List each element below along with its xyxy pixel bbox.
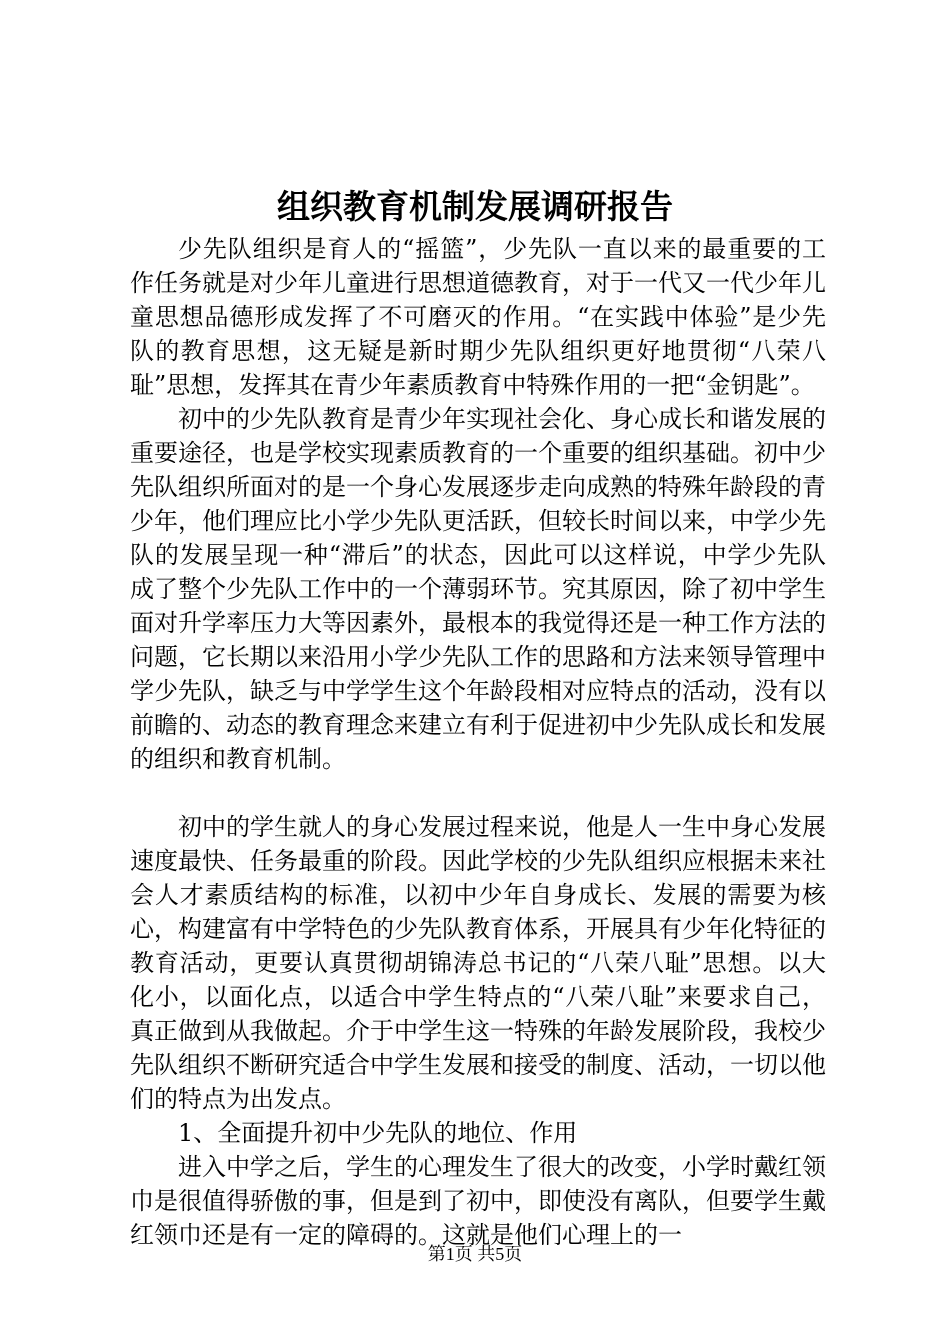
paragraph-1: 少先队组织是育人的“摇篮”，少先队一直以来的最重要的工作任务就是对少年儿童进行思想道德教育，对于一代又一代少年儿童思想品德形成发挥了不可磨灭的作用。“在实践中体验”是少先队的教育思想，这无疑是新时期少先队组织更好地贯彻“八荣八耻”思想，发挥其在青少年素质教育中特殊作用的一把“金钥匙”。 xyxy=(130,235,826,399)
paragraph-4: 进入中学之后，学生的心理发生了很大的改变，小学时戴红领巾是很值得骄傲的事，但是到了初中，即使没有离队，但要学生戴红领巾还是有一定的障碍的。这就是他们心理上的一 xyxy=(130,1153,826,1249)
document-title: 组织教育机制发展调研报告 xyxy=(277,187,673,226)
paragraph-3: 初中的学生就人的身心发展过程来说，他是人一生中身心发展速度最快、任务最重的阶段。因此学校的少先队组织应根据未来社会人才素质结构的标准，以初中少年自身成长、发展的需要为核心，构建富有中学特色的少先队教育体系，开展具有少年化特征的教育活动，更要认真贯彻胡锦涛总书记的“八荣八耻”思想。以大化小，以面化点，以适合中学生特点的“八荣八耻”来要求自己，真正做到从我做起。介于中学生这一特殊的年龄发展阶段，我校少先队组织不断研究适合中学生发展和接受的制度、活动，一切以他们的特点为出发点。 xyxy=(130,813,826,1113)
paragraph-2: 初中的少先队教育是青少年实现社会化、身心成长和谐发展的重要途径，也是学校实现素质教育的一个重要的组织基础。初中少先队组织所面对的是一个身心发展逐步走向成熟的特殊年龄段的青少年，他们理应比小学少先队更活跃，但较长时间以来，中学少先队的发展呈现一种“滞后”的状态，因此可以这样说，中学少先队成了整个少先队工作中的一个薄弱环节。究其原因，除了初中学生面对升学率压力大等因素外，最根本的我觉得还是一种工作方法的问题，它长期以来沿用小学少先队工作的思路和方法来领导管理中学少先队，缺乏与中学学生这个年龄段相对应特点的活动，没有以前瞻的、动态的教育理念来建立有利于促进初中少先队成长和发展的组织和教育机制。 xyxy=(130,405,826,773)
page-footer: 第1页 共5页 xyxy=(427,1244,523,1264)
document-body xyxy=(130,232,826,1252)
section-heading: 1、全面提升初中少先队的地位、作用 xyxy=(178,1119,578,1147)
